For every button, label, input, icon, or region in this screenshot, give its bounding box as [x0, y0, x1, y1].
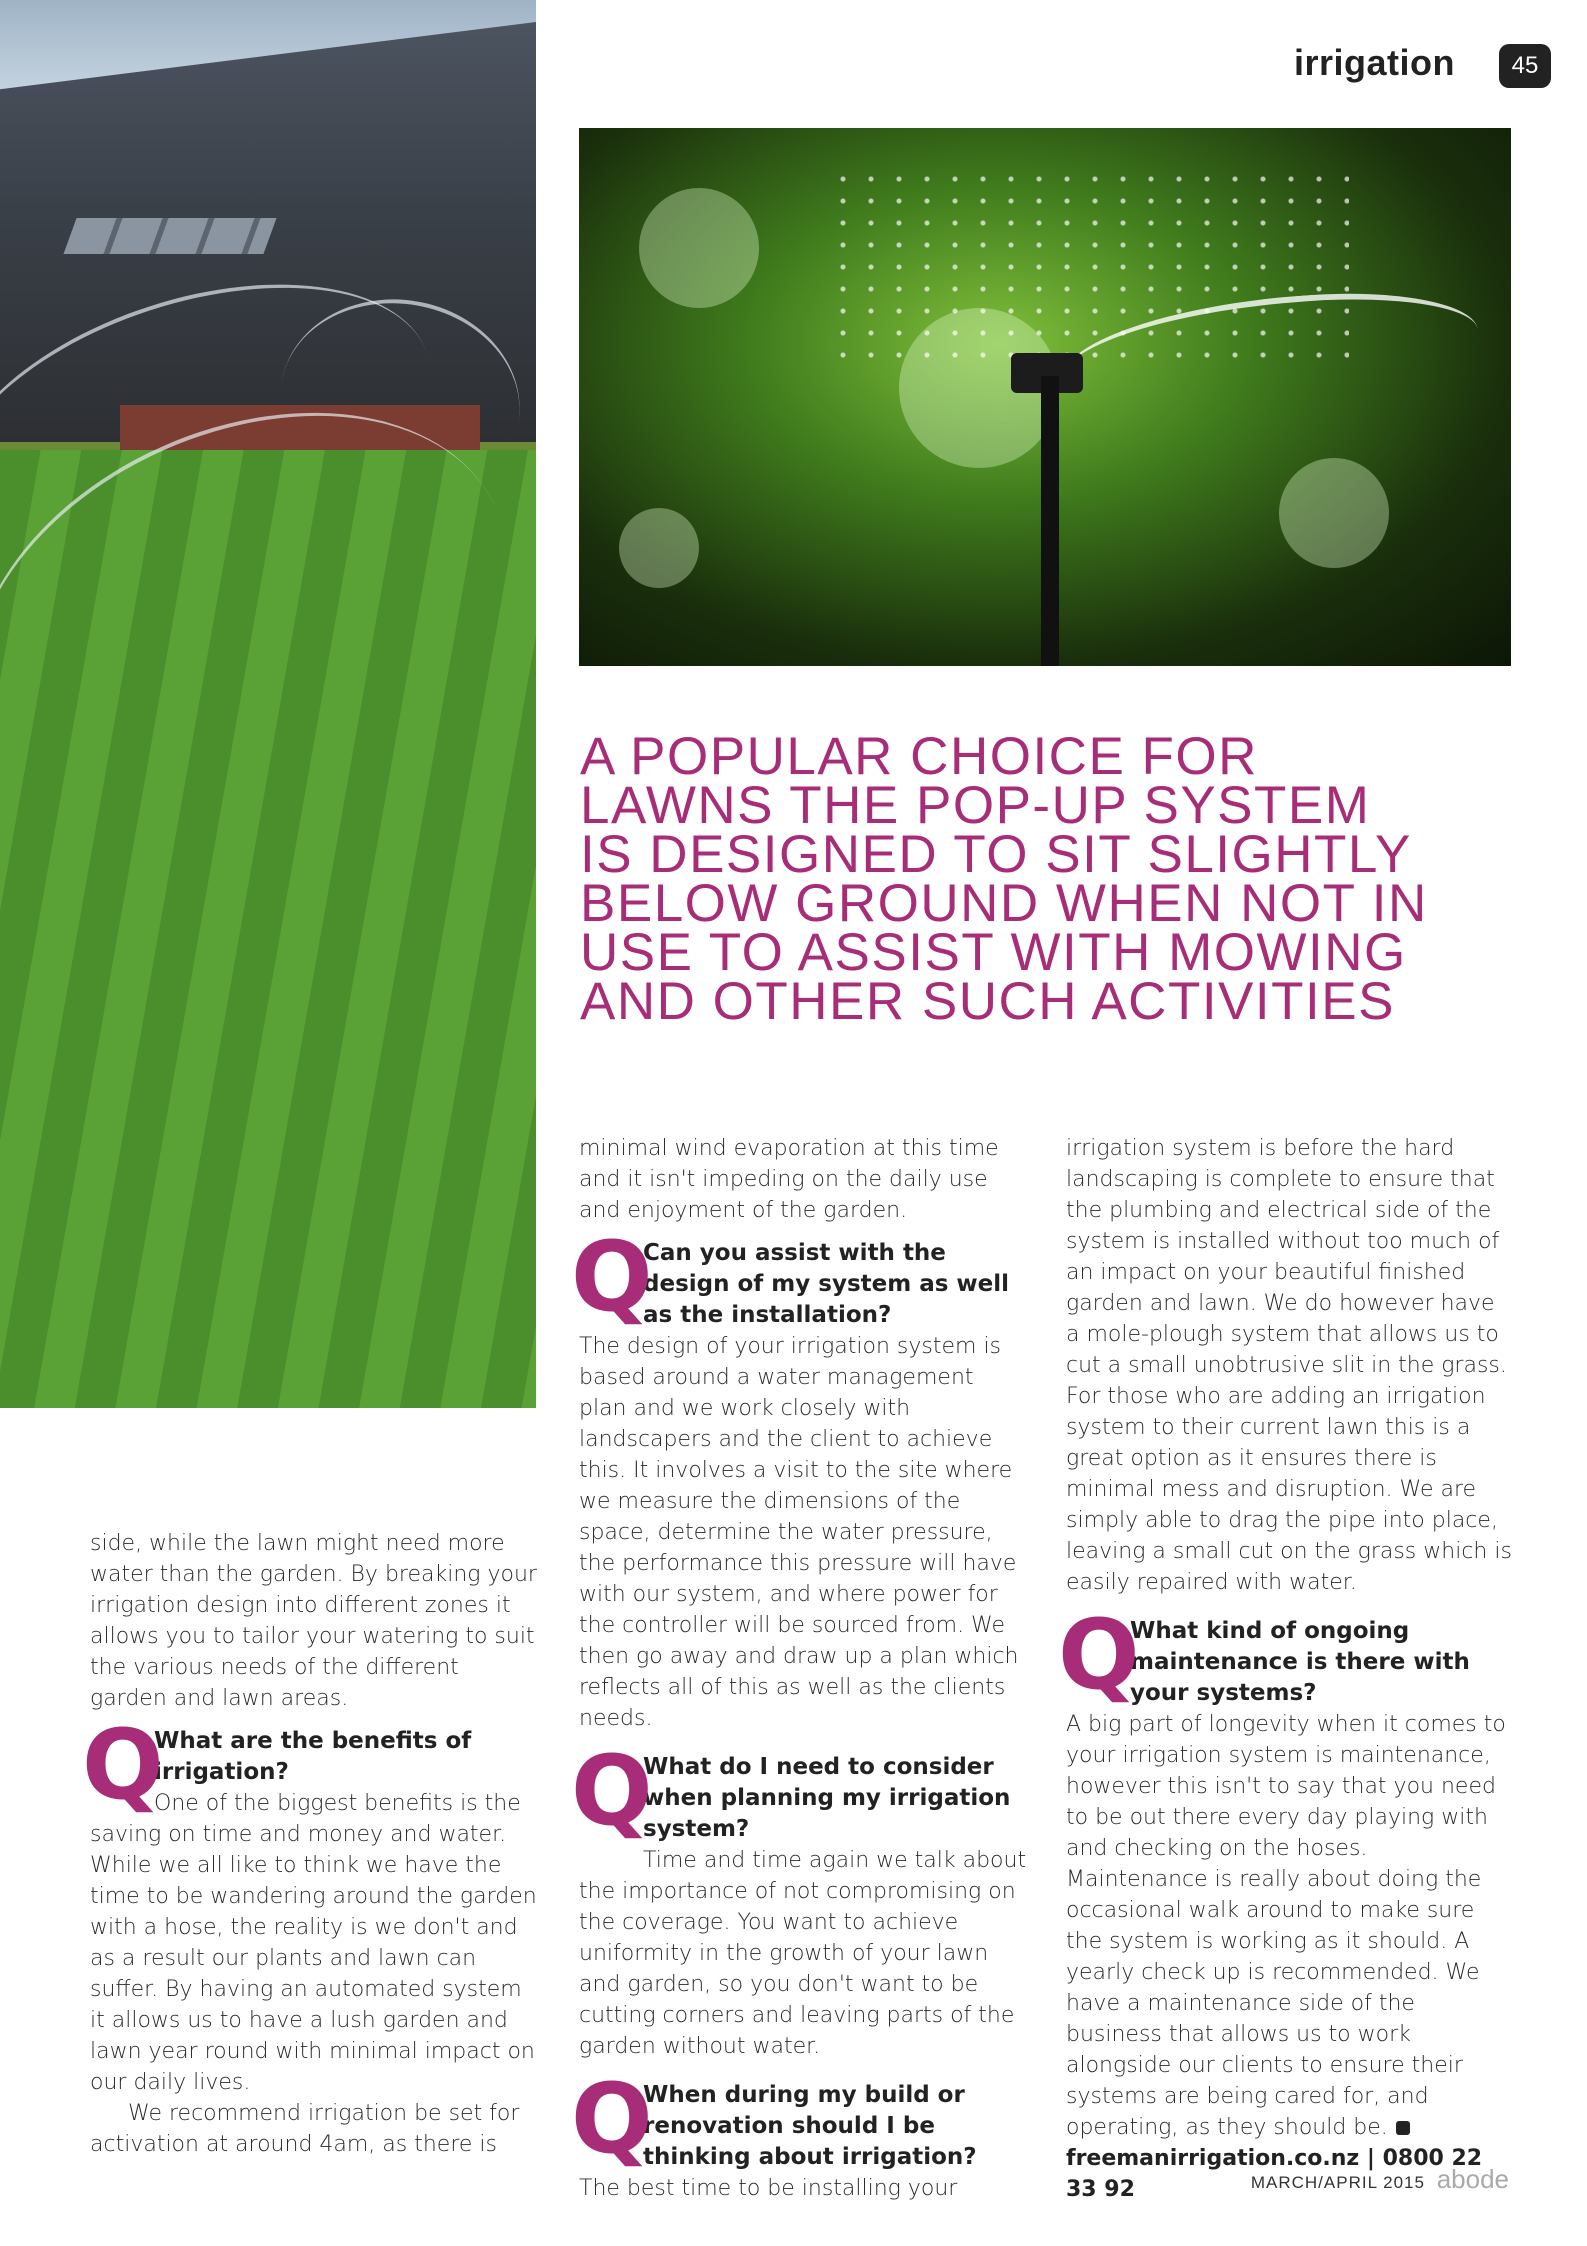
pull-quote-line: A POPULAR CHOICE FOR [580, 727, 1258, 786]
answer-paragraph: One of the biggest benefits is the saving on time and money and water. While we all like to think we have the time to be wandering around the garden with a hose, the reality is we don't and as a result our plants and lawn can suffer. By having an automated system it allows us to have a lush garden and lawn year round with minimal impact on our daily lives. [90, 1791, 537, 2095]
pull-quote-line: AND OTHER SUCH ACTIVITIES [580, 972, 1395, 1031]
answer-text: A big part of longevity when it comes to your irrigation system is maintenance, however this isn't to say that you need to be out there every day playing with and checking on the hoses. Maintenance is really about doing the occasional walk around to make sure the system is working as it should. A yearly check up is recommended. We have a maintenance side of the business that allows us to work alongside our clients to ensure their systems are being cared for, and operating, as they should be. [1066, 1712, 1506, 2140]
body-paragraph: minimal wind evaporation at this time and it isn't impeding on the daily use and enjoyment of the garden. [579, 1136, 999, 1223]
question-heading: What are the benefits of irrigation? [154, 1728, 472, 1785]
q-letter: Q [571, 1221, 653, 1333]
question-block [82, 1709, 538, 2098]
end-of-article-icon [1396, 2121, 1410, 2135]
article-column-1 [82, 1528, 538, 2160]
q-letter: Q [571, 1735, 653, 1847]
question-heading: What kind of ongoing maintenance is there with your systems? [1130, 1618, 1470, 1706]
pull-quote-line: USE TO ASSIST WITH MOWING [580, 923, 1407, 982]
page-footer [1251, 2164, 1509, 2195]
issue-date: MARCH/APRIL 2015 [1250, 2173, 1425, 2192]
lawn-sprinkler-photo [0, 0, 536, 1408]
section-title: irrigation [1293, 42, 1455, 83]
question-block [571, 2063, 1027, 2175]
answer-paragraph: The best time to be installing your [579, 2176, 958, 2201]
answer-paragraph: The design of your irrigation system is based around a water management plan and we work closely with landscapers and the client to achieve this. It involves a visit to the site where we measure the dimensions of the space, determine the water pressure, the performance this pressure will have with our system, and where power for the controller will be sourced from. We then go away and draw up a plan which reflects all of this as well as the clients needs. [579, 1334, 1019, 1731]
question-block [1058, 1599, 1514, 1711]
popup-sprinkler-photo [579, 128, 1511, 666]
pull-quote-line: IS DESIGNED TO SIT SLIGHTLY [580, 825, 1412, 884]
pull-quote [580, 727, 1500, 1031]
bokeh-image-region [1279, 458, 1389, 568]
pull-quote-line: BELOW GROUND WHEN NOT IN [580, 874, 1428, 933]
question-heading: Can you assist with the design of my system as well as the installation? [643, 1240, 1010, 1328]
question-block [571, 1735, 1027, 2062]
sprinkler-stem-image-region [1041, 376, 1059, 666]
body-paragraph: irrigation system is before the hard landscaping is complete to ensure that the plumbing and electrical side of the system is installed without too much of an impact on your beautiful finished garden and lawn. We do however have a mole-plough system that allows us to cut a small unobtrusive slit in the grass. For those who are adding an irrigation system to their current lawn this is a great option as it ensures there is minimal mess and disruption. We are simply able to drag the pipe into place, leaving a small cut on the grass which is easily repaired with water. [1066, 1136, 1512, 1595]
question-heading: When during my build or renovation should I be thinking about irrigation? [643, 2082, 977, 2170]
question-heading: What do I need to consider when planning my irrigation system? [643, 1754, 1011, 1842]
q-letter: Q [1058, 1599, 1140, 1711]
roof-window-image-region [63, 218, 276, 254]
body-paragraph: We recommend irrigation be set for activation at around 4am, as there is [90, 2101, 520, 2157]
bokeh-image-region [639, 188, 759, 308]
pull-quote-line: LAWNS THE POP-UP SYSTEM [580, 776, 1371, 835]
q-letter: Q [571, 2063, 653, 2175]
bokeh-image-region [619, 508, 699, 588]
question-block [571, 1221, 1027, 1333]
q-letter: Q [82, 1709, 164, 1821]
contact-line: freemanirrigation.co.nz | 0800 22 33 92 [1066, 2146, 1483, 2202]
body-paragraph: side, while the lawn might need more water than the garden. By breaking your irrigation design into different zones it allows you to tailor your watering to suit the various needs of the different garden and lawn areas. [90, 1531, 537, 1711]
page-number-badge: 45 [1499, 44, 1551, 88]
magazine-brand: abode [1436, 2164, 1509, 2194]
article-column-2 [571, 1133, 1027, 2204]
answer-paragraph [1066, 1709, 1514, 2143]
article-column-3 [1058, 1133, 1514, 2205]
answer-paragraph: Time and time again we talk about the importance of not compromising on the coverage. You want to achieve uniformity in the growth of your lawn and garden, so you don't want to be cutting corners and leaving parts of the garden without water. [579, 1848, 1027, 2059]
